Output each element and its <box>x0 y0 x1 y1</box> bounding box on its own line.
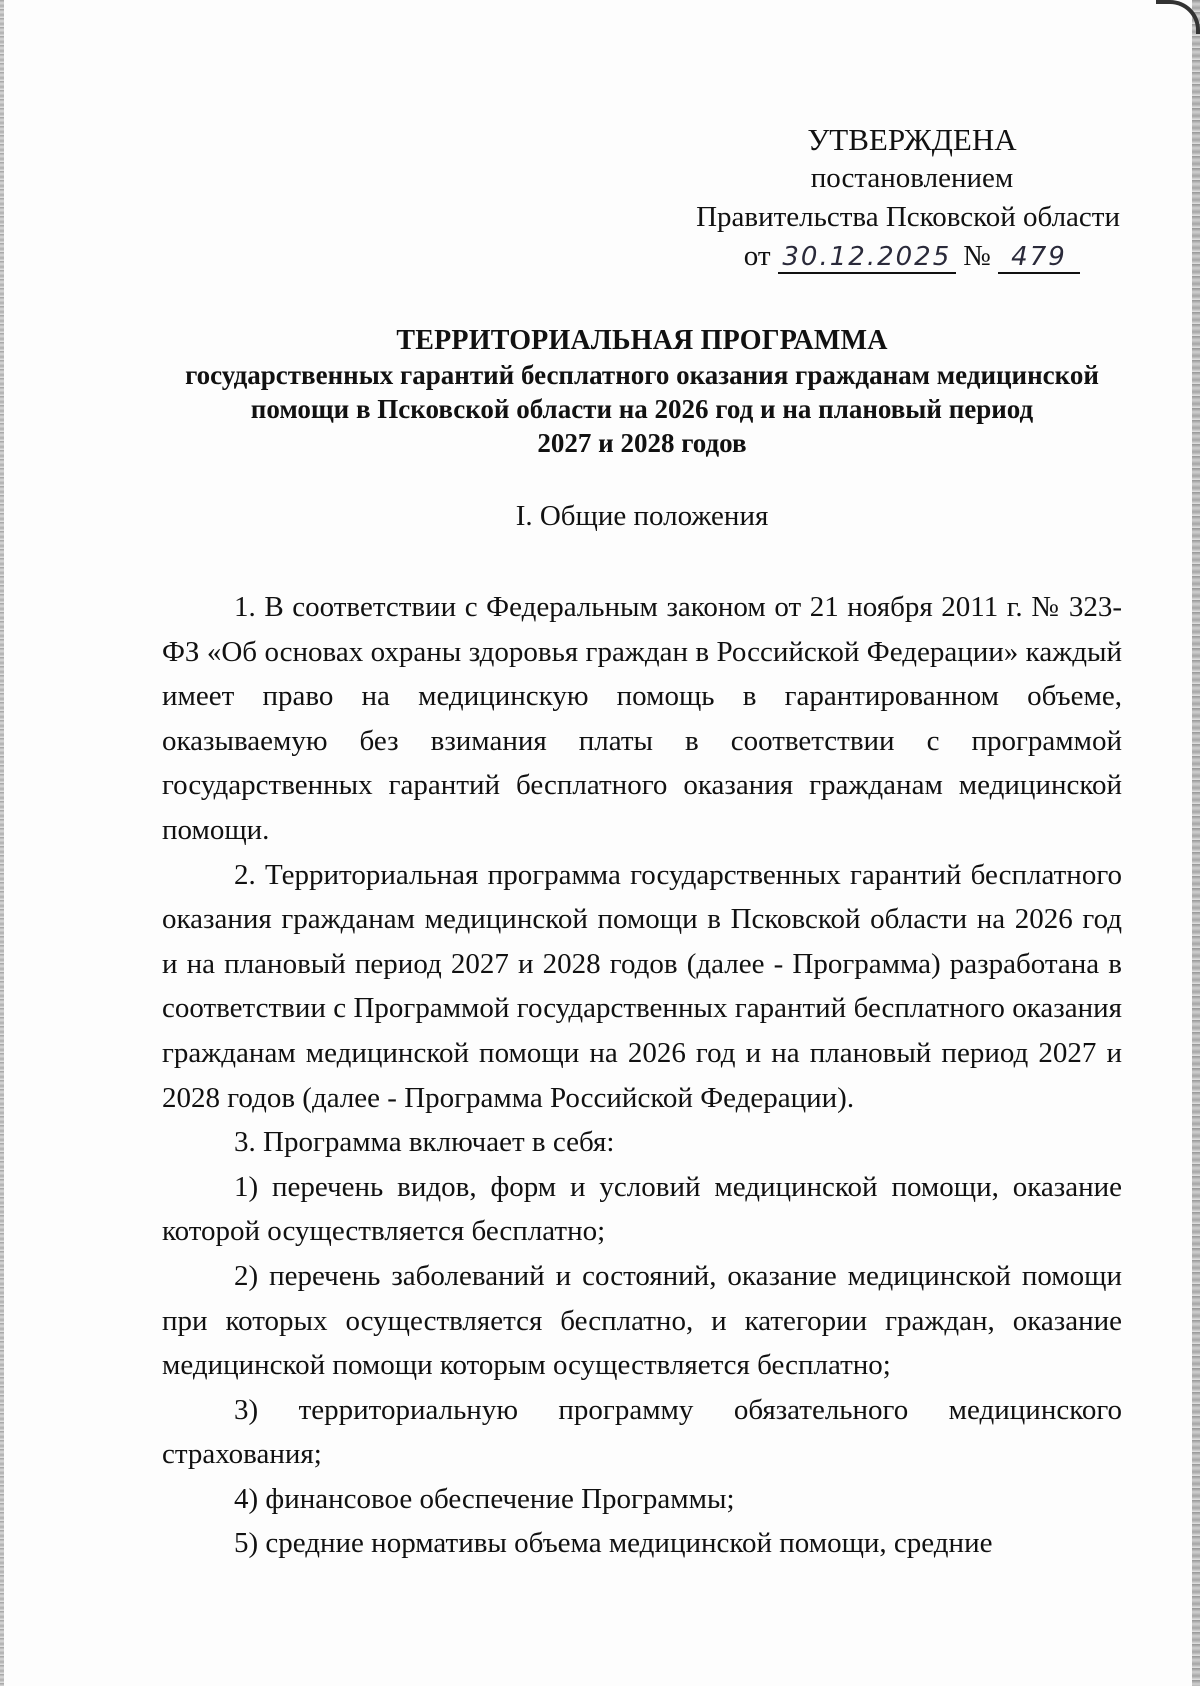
list-item: 3) территориальную программу обязательного медицинского страхования; <box>162 1393 1122 1471</box>
handwritten-date: 30.12.2025 <box>778 242 956 274</box>
date-prefix: от <box>743 240 771 272</box>
list-item: 4) финансовое обеспечение Программы; <box>234 1482 735 1515</box>
scan-edge-left <box>0 0 4 1686</box>
approval-date-line <box>660 237 1120 276</box>
heading-main: ТЕРРИТОРИАЛЬНАЯ ПРОГРАММА <box>396 325 888 356</box>
scan-edge-right <box>1192 0 1200 1686</box>
heading-line-1: государственных гарантий бесплатного оказания гражданам медицинской <box>185 360 1099 390</box>
approval-title: УТВЕРЖДЕНА <box>807 122 1017 157</box>
list-item: 2) перечень заболеваний и состояний, оказание медицинской помощи при которых осуществляется бесплатно, и категории граждан, оказание медицинской помощи которым осуществляется бесплатно; <box>162 1259 1122 1382</box>
paragraph: 3. Программа включает в себя: <box>234 1126 615 1159</box>
heading-line-3: 2027 и 2028 годов <box>537 428 747 458</box>
approval-line-2: Правительства Псковской области <box>696 201 1120 233</box>
number-sign: № <box>963 240 991 272</box>
approval-line-1: постановлением <box>810 162 1014 194</box>
body-text <box>162 585 1122 1566</box>
document-heading <box>162 324 1122 460</box>
approval-block <box>660 120 1120 276</box>
list-item: 1) перечень видов, форм и условий медицинской помощи, оказание которой осуществляется бесплатно; <box>162 1170 1122 1248</box>
heading-line-2: помощи в Псковской области на 2026 год и на плановый период <box>250 394 1034 424</box>
list-item: 5) средние нормативы объема медицинской помощи, средние <box>234 1527 993 1560</box>
section-title: I. Общие положения <box>515 500 769 532</box>
handwritten-number: 479 <box>998 242 1080 274</box>
paragraph: 1. В соответствии с Федеральным законом от 21 ноября 2011 г. № 323-ФЗ «Об основах охраны здоровья граждан в Российской Федерации» каждый имеет право на медицинскую помощь в гарантированном объеме, оказываемую без взимания платы в соответствии с программой государственных гарантий бесплатного оказания гражданам медицинской помощи. <box>162 591 1122 846</box>
paragraph: 2. Территориальная программа государственных гарантий бесплатного оказания гражданам медицинской помощи в Псковской области на 2026 год и на плановый период 2027 и 2028 годов (далее - Программа) разработана в соответствии с Программой государственных гарантий бесплатного оказания гражданам медицинской помощи на 2026 год и на плановый период 2027 и 2028 годов (далее - Программа Российской Федерации). <box>162 858 1122 1114</box>
